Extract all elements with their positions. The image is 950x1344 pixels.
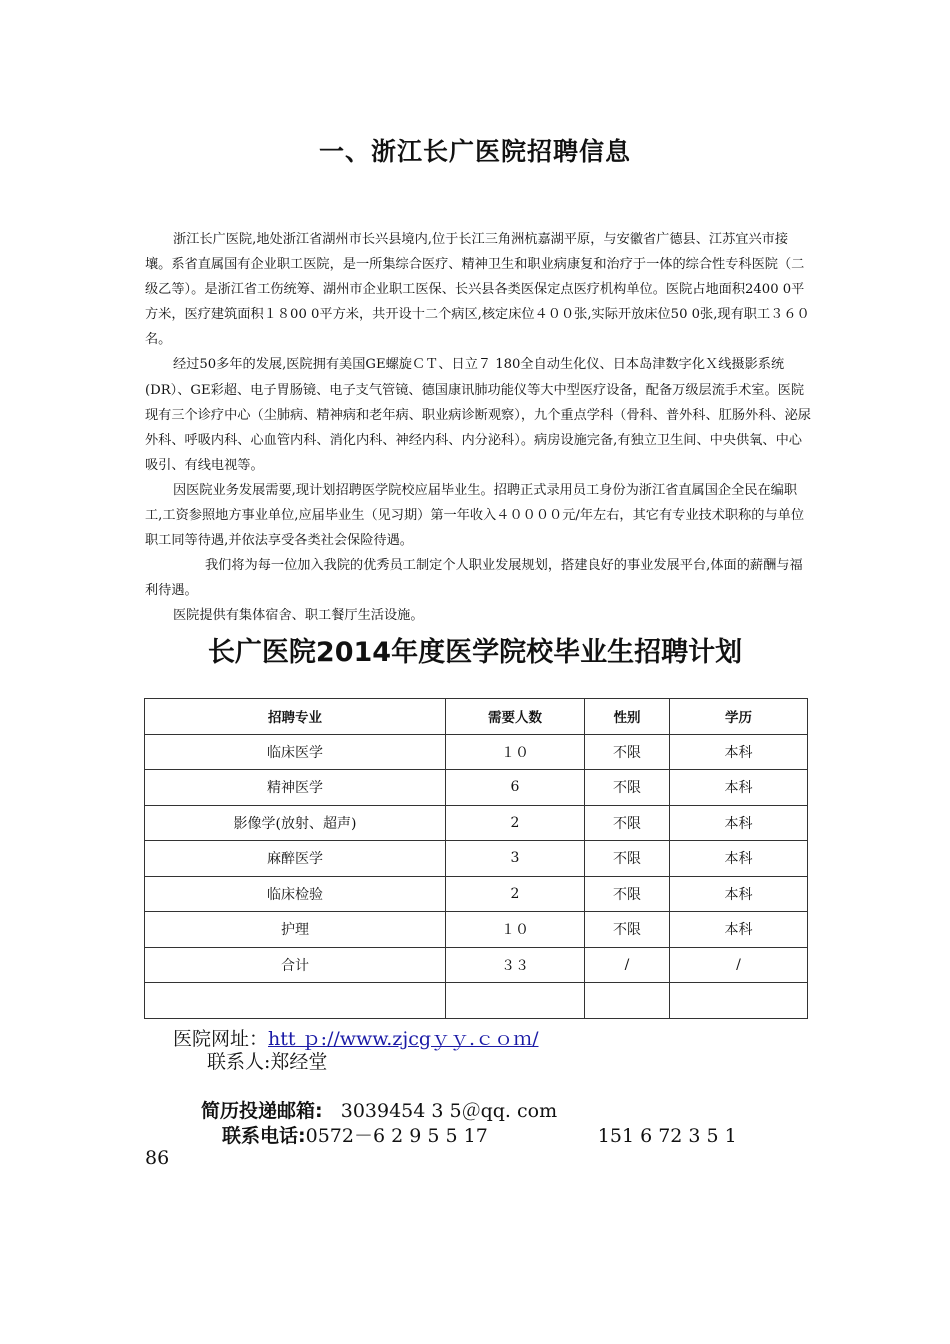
- trailing-digits: 86: [145, 1147, 170, 1169]
- cell-major: 影像学(放射、超声): [145, 805, 446, 841]
- table-total-row: [145, 947, 808, 983]
- cell-major: 临床医学: [145, 734, 446, 770]
- cell-gender: /: [585, 947, 670, 983]
- table-row: [145, 841, 808, 877]
- intro-paragraph: 浙江长广医院,地处浙江省湖州市长兴县境内,位于长江三角洲杭嘉湖平原，与安徽省广德县、江苏宜兴市接壤。系省直属国有企业职工医院，是一所集综合医疗、精神卫生和职业病康复和治疗于一体的综合性专科医院（二级乙等）。是浙江省工伤统筹、湖州市企业职工医保、长兴县各类医保定点医疗机构单位。医院占地面积2400 0平方米，医疗建筑面积１８00 0平方米，共开设十二个病区,核定床位４００张,实际开放床位50 0张,现有职工３６０名。: [145, 232, 810, 348]
- cell-count: 3: [446, 841, 585, 877]
- phone-value: 0572－6 2 9 5 5 17: [305, 1125, 488, 1147]
- header-gender: 性别: [585, 699, 670, 735]
- cell-gender: 不限: [585, 841, 670, 877]
- cell-gender: 不限: [585, 770, 670, 806]
- cell-count: [446, 983, 585, 1019]
- website-link[interactable]: htt ｐ://www.zjcgｙｙ.ｃｏｍ/: [268, 1028, 539, 1050]
- email-label: 简历投递邮箱:: [201, 1100, 323, 1122]
- phone-label: 联系电话:: [222, 1125, 306, 1147]
- mobile-value: 151 6 72 3 5 1: [597, 1125, 737, 1147]
- cell-education: 本科: [670, 841, 808, 877]
- cell-education: /: [670, 947, 808, 983]
- cell-count: １０: [446, 912, 585, 948]
- intro-paragraph: 医院提供有集体宿舍、职工餐厅生活设施。: [173, 608, 424, 624]
- header-count: 需要人数: [446, 699, 585, 735]
- table-row: [145, 734, 808, 770]
- table-empty-row: [145, 983, 808, 1019]
- cell-education: 本科: [670, 805, 808, 841]
- email-line: [201, 1096, 557, 1123]
- cell-gender: [585, 983, 670, 1019]
- cell-education: 本科: [670, 770, 808, 806]
- intro-paragraph: 因医院业务发展需要,现计划招聘医学院校应届毕业生。招聘正式录用员工身份为浙江省直属国企全民在编职工,工资参照地方事业单位,应届毕业生（见习期）第一年收入４００００元/年左右，其它有专业技术职称的与单位职工同等待遇,并依法享受各类社会保险待遇。: [145, 482, 805, 549]
- table-row: [145, 912, 808, 948]
- cell-education: 本科: [670, 912, 808, 948]
- cell-education: [670, 983, 808, 1019]
- cell-count: 6: [446, 770, 585, 806]
- header-education: 学历: [670, 699, 808, 735]
- website-label: 医院网址：: [173, 1028, 269, 1050]
- cell-gender: 不限: [585, 734, 670, 770]
- cell-count: 2: [446, 876, 585, 912]
- intro-paragraph: 我们将为每一位加入我院的优秀员工制定个人职业发展规划，搭建良好的事业发展平台,体面的薪酬与福利待遇。: [145, 558, 803, 599]
- email-value: 3039454 3 5＠qq. com: [340, 1100, 558, 1122]
- recruitment-table: [144, 698, 808, 1019]
- table-row: [145, 805, 808, 841]
- contact-person: 联系人:郑经堂: [207, 1051, 328, 1073]
- phone-line: [222, 1121, 737, 1148]
- cell-count: 2: [446, 805, 585, 841]
- cell-major: [145, 983, 446, 1019]
- table-row: [145, 770, 808, 806]
- page-title: 一、浙江长广医院招聘信息: [318, 137, 631, 166]
- intro-paragraph: 经过50多年的发展,医院拥有美国GE螺旋ＣＴ、日立７ 180全自动生化仪、日本岛津数字化Ｘ线摄影系统(DR）、GE彩超、电子胃肠镜、电子支气管镜、德国康讯肺功能仪等大中型医疗设备，配备万级层流手术室。医院现有三个诊疗中心（尘肺病、精神病和老年病、职业病诊断观察），九个重点学科（骨科、普外科、肛肠外科、泌尿外科、呼吸内科、心血管内科、消化内科、神经内科、内分泌科）。病房设施完备,有独立卫生间、中央供氧、中心吸引、有线电视等。: [145, 357, 811, 473]
- cell-major: 护理: [145, 912, 446, 948]
- table-header-row: [145, 699, 808, 735]
- cell-education: 本科: [670, 734, 808, 770]
- cell-count: １０: [446, 734, 585, 770]
- cell-major: 精神医学: [145, 770, 446, 806]
- header-major: 招聘专业: [145, 699, 446, 735]
- cell-education: 本科: [670, 876, 808, 912]
- cell-gender: 不限: [585, 805, 670, 841]
- intro-text: [145, 227, 813, 629]
- table-row: [145, 876, 808, 912]
- cell-major: 麻醉医学: [145, 841, 446, 877]
- cell-major: 临床检验: [145, 876, 446, 912]
- plan-title: 长广医院2014年度医学院校毕业生招聘计划: [207, 637, 743, 668]
- cell-gender: 不限: [585, 876, 670, 912]
- cell-count: ３３: [446, 947, 585, 983]
- cell-major: 合计: [145, 947, 446, 983]
- cell-gender: 不限: [585, 912, 670, 948]
